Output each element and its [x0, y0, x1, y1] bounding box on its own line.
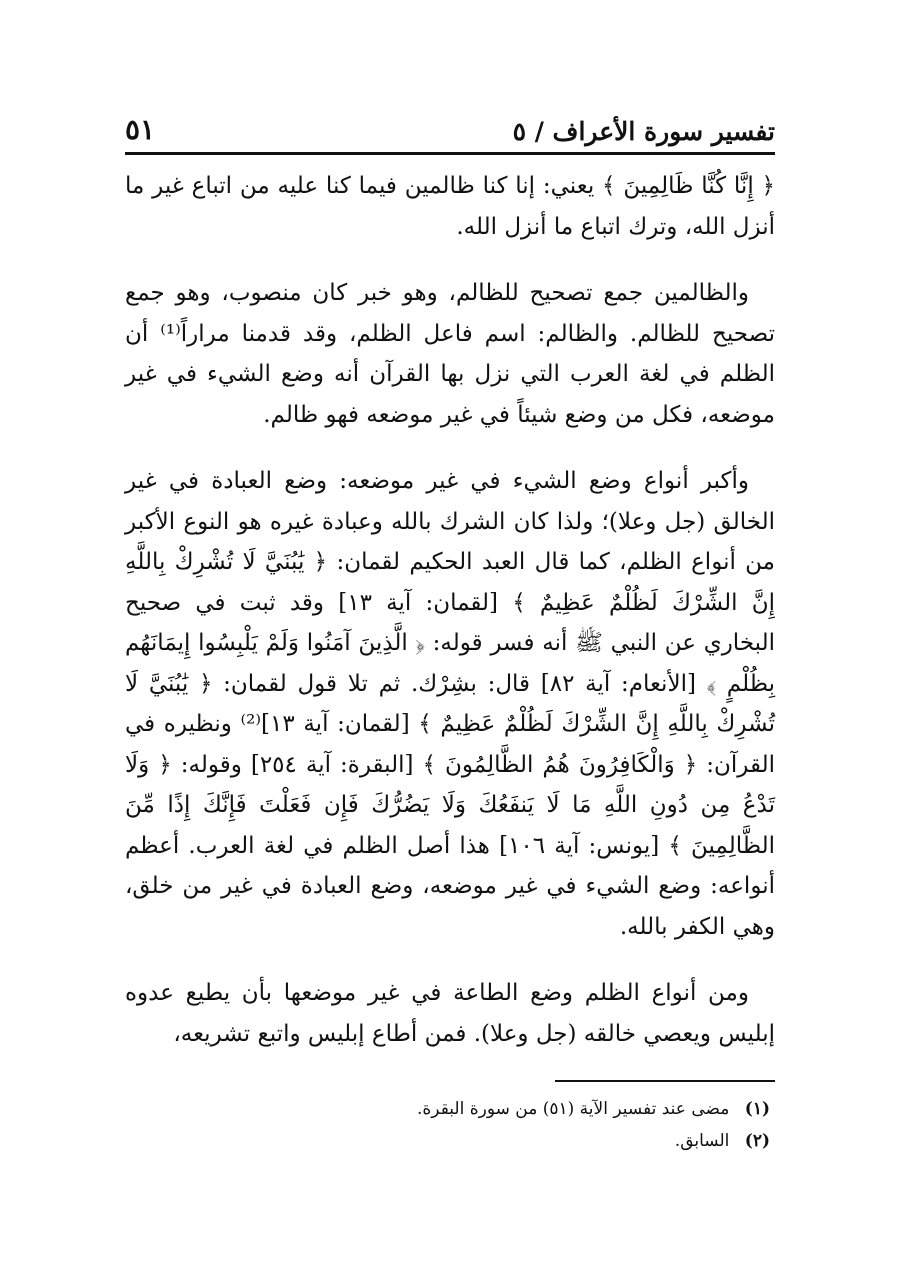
footnote-rule — [555, 1080, 775, 1082]
footnote-number: (١) — [744, 1099, 770, 1119]
paragraph: والظالمين جمع تصحيح للظالم، وهو خبر كان منصوب، وهو جمع تصحيح للظالم. والظالم: اسم فاعل الظلم، وقد قدمنا مراراً⁽¹⁾ أن الظلم في لغة العرب التي نزل بها القرآن أنه وضع الشيء في غير موضعه، فكل من وضع شيئاً في غير موضعه فهو ظالم. — [125, 280, 775, 428]
page-number: ٥١ — [125, 113, 156, 146]
main-text — [125, 166, 775, 1080]
footnote — [125, 1093, 770, 1125]
footnote-text: السابق. — [674, 1131, 730, 1151]
running-title: تفسير سورة الأعراف / ٥ — [512, 117, 775, 146]
paragraph: ﴿ إِنَّا كُنَّا ظَالِمِينَ ﴾ يعني: إنا كنا ظالمين فيما كنا عليه من اتباع غير ما أنزل الله، وترك اتباع ما أنزل الله. — [125, 173, 775, 240]
footnotes — [125, 1093, 770, 1157]
paragraph: ومن أنواع الظلم وضع الطاعة في غير موضعها بأن يطيع عدوه إبليس ويعصي خالقه (جل وعلا). فمن أطاع إبليس واتبع تشريعه، — [125, 980, 775, 1047]
header-rule — [125, 152, 775, 155]
paragraph: وأكبر أنواع وضع الشيء في غير موضعه: وضع العبادة في غير الخالق (جل وعلا)؛ ولذا كان الشرك بالله وعبادة غيره هو النوع الأكبر من أنواع الظلم، كما قال العبد الحكيم لقمان: ﴿ يَٰبُنَيَّ لَا تُشْرِكْ بِاللَّهِ إِنَّ الشِّرْكَ لَظُلْمٌ عَظِيمٌ ﴾ [لقمان: آية ١٣] وقد ثبت في صحيح البخاري عن النبي ﷺ أنه فسر قوله: ﴿ الَّذِينَ آمَنُوا وَلَمْ يَلْبِسُوا إِيمَانَهُم بِظُلْمٍ ﴾ [الأنعام: آية ٨٢] قال: بشِرْك. ثم تلا قول لقمان: ﴿ يَٰبُنَيَّ لَا تُشْرِكْ بِاللَّهِ إِنَّ الشِّرْكَ لَظُلْمٌ عَظِيمٌ ﴾ [لقمان: آية ١٣]⁽²⁾ ونظيره في القرآن: ﴿ وَالْكَافِرُونَ هُمُ الظَّالِمُونَ ﴾ [البقرة: آية ٢٥٤] وقوله: ﴿ وَلَا تَدْعُ مِن دُونِ اللَّهِ مَا لَا يَنفَعُكَ وَلَا يَضُرُّكَ فَإِن فَعَلْتَ فَإِنَّكَ إِذًا مِّنَ الظَّالِمِينَ ﴾ [يونس: آية ١٠٦] هذا أصل الظلم في لغة العرب. أعظم أنواعه: وضع الشيء في غير موضعه، وضع العبادة في غير من خلق، وهي الكفر بالله. — [125, 468, 775, 940]
footnote-text: مضى عند تفسير الآية (٥١) من سورة البقرة. — [417, 1099, 730, 1119]
footnote — [125, 1125, 770, 1157]
footnote-number: (٢) — [744, 1131, 770, 1151]
page-header — [125, 100, 775, 146]
